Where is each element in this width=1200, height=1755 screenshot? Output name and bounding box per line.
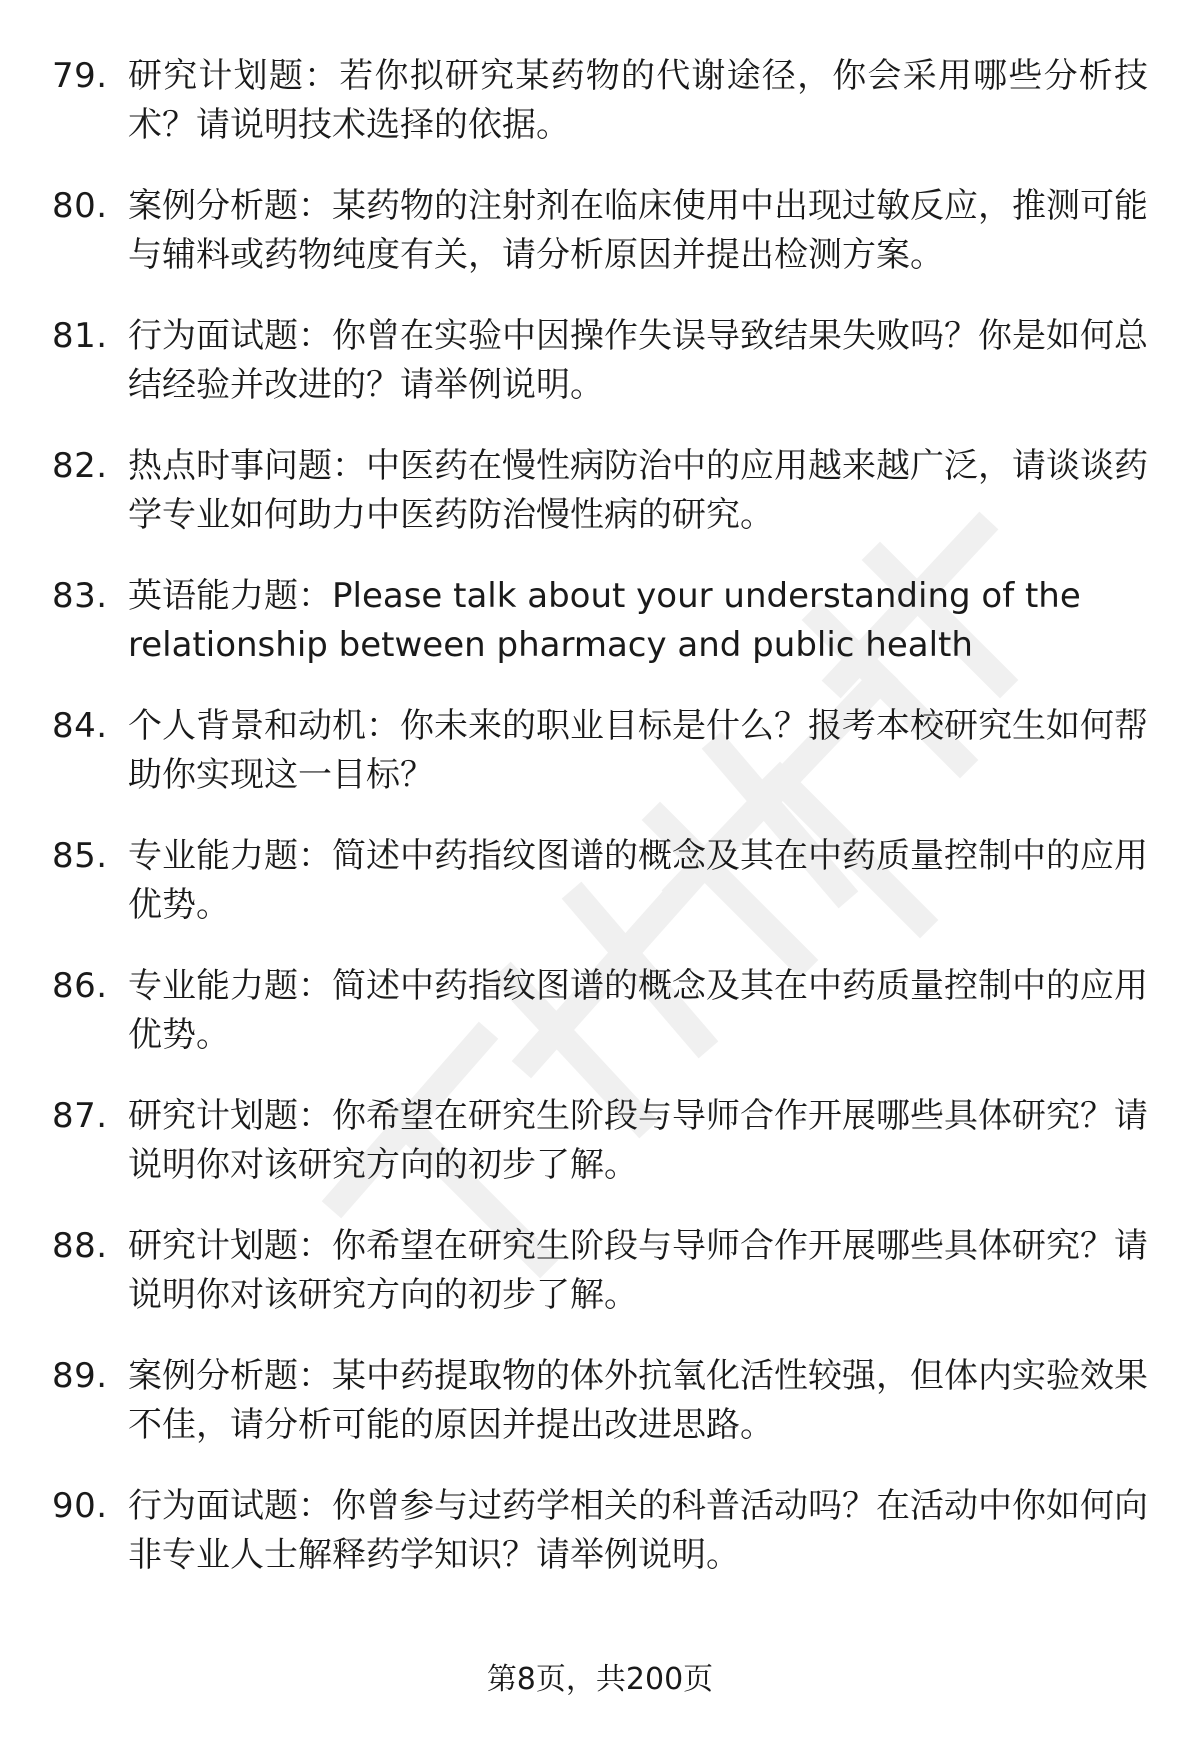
list-item — [0, 962, 1200, 1092]
list-item — [0, 1352, 1200, 1482]
question-number: 87. — [52, 1096, 108, 1136]
question-number: 85. — [52, 836, 108, 876]
question-number: 81. — [52, 316, 108, 356]
question-text: 行为面试题：你曾在实验中因操作失误导致结果失败吗？你是如何总结经验并改进的？请举例说明。 — [128, 316, 1148, 405]
question-number: 84. — [52, 706, 108, 746]
question-text: 个人背景和动机：你未来的职业目标是什么？报考本校研究生如何帮助你实现这一目标？ — [128, 706, 1148, 795]
question-number: 86. — [52, 966, 108, 1006]
list-item — [0, 572, 1200, 702]
question-text: 案例分析题：某药物的注射剂在临床使用中出现过敏反应，推测可能与辅料或药物纯度有关，请分析原因并提出检测方案。 — [128, 186, 1148, 275]
question-number: 80. — [52, 186, 108, 226]
list-item — [0, 1222, 1200, 1352]
question-text: 行为面试题：你曾参与过药学相关的科普活动吗？在活动中你如何向非专业人士解释药学知识？请举例说明。 — [128, 1486, 1148, 1575]
question-list — [0, 52, 1200, 1612]
list-item — [0, 702, 1200, 832]
list-item — [0, 442, 1200, 572]
question-number: 82. — [52, 446, 108, 486]
question-number: 90. — [52, 1486, 108, 1526]
list-item — [0, 1092, 1200, 1222]
question-text: 热点时事问题：中医药在慢性病防治中的应用越来越广泛，请谈谈药学专业如何助力中医药防治慢性病的研究。 — [128, 446, 1148, 535]
question-text: 专业能力题：简述中药指纹图谱的概念及其在中药质量控制中的应用优势。 — [128, 966, 1148, 1055]
list-item — [0, 1482, 1200, 1612]
question-text: 专业能力题：简述中药指纹图谱的概念及其在中药质量控制中的应用优势。 — [128, 836, 1148, 925]
list-item — [0, 182, 1200, 312]
question-text: 研究计划题：你希望在研究生阶段与导师合作开展哪些具体研究？请说明你对该研究方向的初步了解。 — [128, 1096, 1148, 1185]
page-footer: 第8页，共200页 — [486, 1662, 714, 1697]
question-text: 英语能力题：Please talk about your understanding of the relationship between pharmacy and public health — [128, 576, 1081, 665]
list-item — [0, 52, 1200, 182]
list-item — [0, 832, 1200, 962]
question-number: 83. — [52, 576, 108, 616]
question-text: 研究计划题：若你拟研究某药物的代谢途径，你会采用哪些分析技术？请说明技术选择的依据。 — [128, 56, 1148, 145]
question-number: 89. — [52, 1356, 108, 1396]
question-number: 79. — [52, 56, 108, 96]
question-number: 88. — [52, 1226, 108, 1266]
list-item — [0, 312, 1200, 442]
question-text: 研究计划题：你希望在研究生阶段与导师合作开展哪些具体研究？请说明你对该研究方向的初步了解。 — [128, 1226, 1148, 1315]
question-text: 案例分析题：某中药提取物的体外抗氧化活性较强，但体内实验效果不佳，请分析可能的原因并提出改进思路。 — [128, 1356, 1148, 1445]
